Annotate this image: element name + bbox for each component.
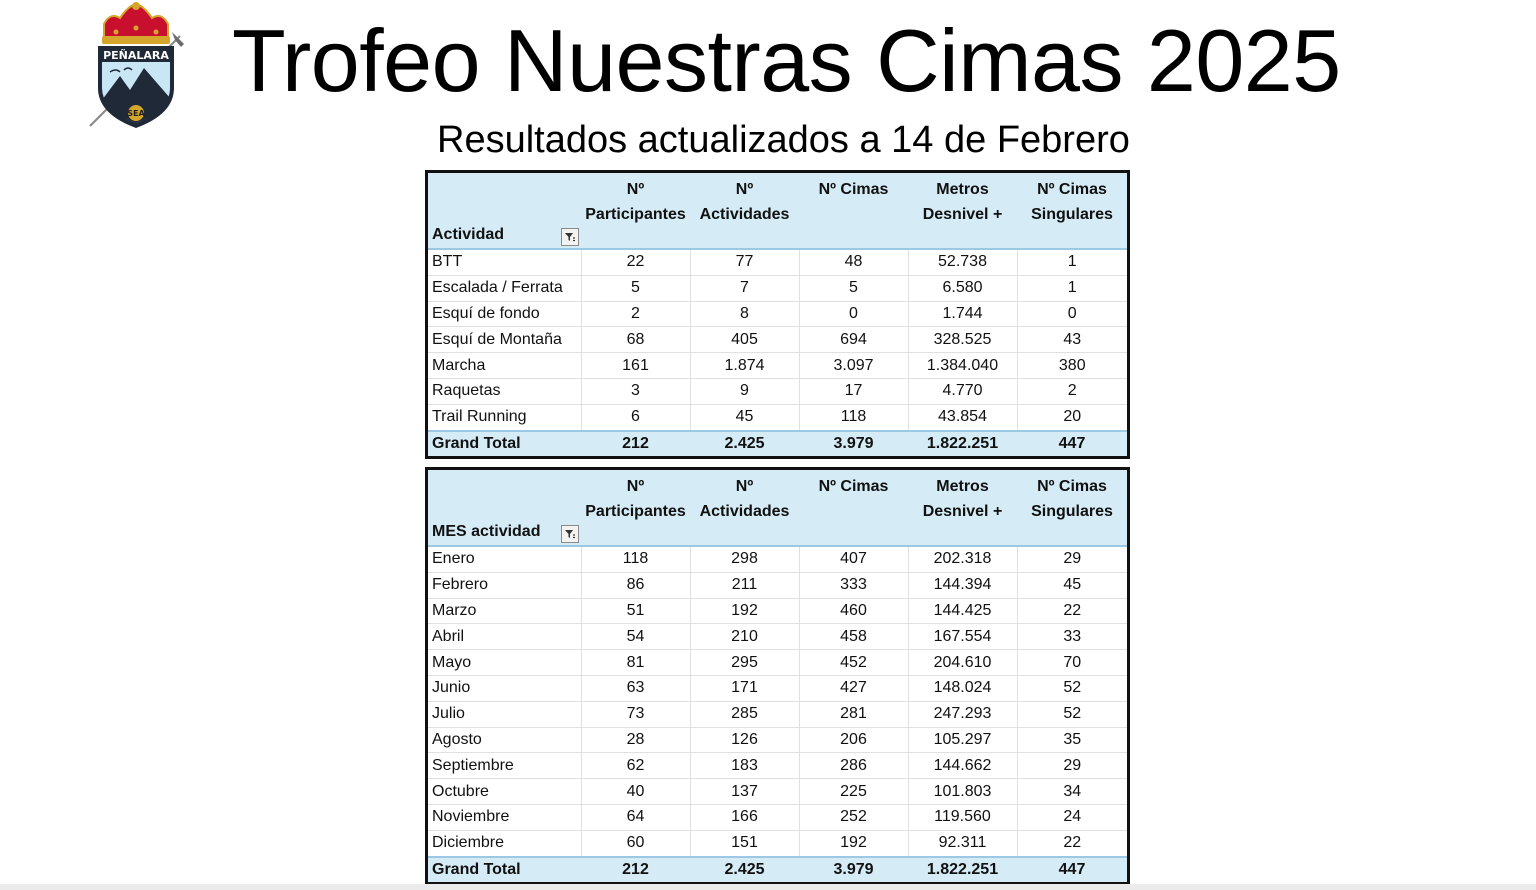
table-cell: 166 [690,804,799,830]
header-row [428,173,1127,249]
penalara-logo [86,2,186,130]
table-row [428,779,1127,805]
table-cell: 407 [799,546,908,572]
page-title: Trofeo Nuestras Cimas 2025 [232,11,1341,110]
table-cell: 192 [690,598,799,624]
table-cell: 285 [690,701,799,727]
row-label: Abril [428,624,581,650]
table-row [428,327,1127,353]
table-cell: 33 [1017,624,1127,650]
table-row [428,675,1127,701]
table-cell: 73 [581,701,690,727]
table-row [428,830,1127,856]
table-cell: 1.822.251 [908,857,1017,882]
table-cell: 29 [1017,753,1127,779]
table-cell: 192 [799,830,908,856]
table-cell: 35 [1017,727,1127,753]
table-cell: 64 [581,804,690,830]
table-row [428,804,1127,830]
row-label: Marcha [428,353,581,379]
table-cell: 211 [690,572,799,598]
grand-total-row [428,857,1127,882]
table-cell: 2.425 [690,857,799,882]
table-cell: 694 [799,327,908,353]
row-label: Junio [428,675,581,701]
table-cell: 60 [581,830,690,856]
table-cell: 28 [581,727,690,753]
table-cell: 460 [799,598,908,624]
table-cell: 171 [690,675,799,701]
table-row [428,701,1127,727]
table-cell: 119.560 [908,804,1017,830]
row-label: Septiembre [428,753,581,779]
row-label: Noviembre [428,804,581,830]
mes-table [428,470,1127,882]
logo-sub-text: SEA [127,109,145,118]
table-cell: 3.979 [799,857,908,882]
row-label-header-text: Actividad [432,226,505,243]
table-cell: 225 [799,779,908,805]
table-cell: 328.525 [908,327,1017,353]
table-cell: 0 [799,301,908,327]
column-header-actividades: Nº Actividades [690,470,799,546]
table-row [428,753,1127,779]
table-cell: 1.874 [690,353,799,379]
table-cell: 7 [690,275,799,301]
table-cell: 70 [1017,650,1127,676]
table-cell: 1.384.040 [908,353,1017,379]
table-cell: 247.293 [908,701,1017,727]
table-cell: 1 [1017,249,1127,275]
table-cell: 1.822.251 [908,431,1017,456]
table-cell: 148.024 [908,675,1017,701]
table-cell: 151 [690,830,799,856]
table-cell: 52 [1017,675,1127,701]
table-cell: 40 [581,779,690,805]
table-cell: 118 [799,404,908,430]
table-row [428,353,1127,379]
table-cell: 204.610 [908,650,1017,676]
table-cell: 22 [1017,598,1127,624]
table-cell: 77 [690,249,799,275]
row-label: Agosto [428,727,581,753]
grand-total-label: Grand Total [428,857,581,882]
table-cell: 81 [581,650,690,676]
row-label: Octubre [428,779,581,805]
row-label: Julio [428,701,581,727]
table-cell: 380 [1017,353,1127,379]
column-header-cimas: Nº Cimas [799,470,908,546]
table-cell: 4.770 [908,378,1017,404]
table-cell: 212 [581,431,690,456]
table-cell: 202.318 [908,546,1017,572]
table-cell: 105.297 [908,727,1017,753]
row-label-header [428,173,581,249]
page-subtitle: Resultados actualizados a 14 de Febrero [437,119,1130,161]
table-row [428,275,1127,301]
row-label-header [428,470,581,546]
column-header-singulares: Nº Cimas Singulares [1017,470,1127,546]
row-label: Mayo [428,650,581,676]
table-cell: 6.580 [908,275,1017,301]
row-label: BTT [428,249,581,275]
table-cell: 2 [581,301,690,327]
table-cell: 3.979 [799,431,908,456]
table-cell: 8 [690,301,799,327]
table-cell: 405 [690,327,799,353]
table-cell: 167.554 [908,624,1017,650]
table-cell: 144.394 [908,572,1017,598]
row-label: Marzo [428,598,581,624]
table-cell: 1.744 [908,301,1017,327]
actividad-table [428,173,1127,456]
table-cell: 452 [799,650,908,676]
table-cell: 43.854 [908,404,1017,430]
table-cell: 252 [799,804,908,830]
table-cell: 92.311 [908,830,1017,856]
column-header-actividades: Nº Actividades [690,173,799,249]
table-row [428,624,1127,650]
grand-total-label: Grand Total [428,431,581,456]
table-cell: 22 [581,249,690,275]
table-cell: 101.803 [908,779,1017,805]
table-cell: 447 [1017,857,1127,882]
bottom-divider [0,884,1536,890]
table-cell: 24 [1017,804,1127,830]
row-label: Trail Running [428,404,581,430]
table-cell: 458 [799,624,908,650]
table-cell: 3 [581,378,690,404]
row-label: Esquí de fondo [428,301,581,327]
table-cell: 286 [799,753,908,779]
table-cell: 17 [799,378,908,404]
table-cell: 54 [581,624,690,650]
table-cell: 427 [799,675,908,701]
row-label: Escalada / Ferrata [428,275,581,301]
pivot-table-mes [425,467,1130,885]
filter-funnel-icon[interactable] [561,228,579,246]
table-cell: 20 [1017,404,1127,430]
column-header-desnivel: Metros Desnivel + [908,173,1017,249]
filter-funnel-icon[interactable] [561,525,579,543]
table-cell: 281 [799,701,908,727]
actividad-table-body [428,249,1127,431]
table-cell: 0 [1017,301,1127,327]
table-cell: 161 [581,353,690,379]
table-cell: 45 [690,404,799,430]
table-cell: 2.425 [690,431,799,456]
table-cell: 5 [581,275,690,301]
table-cell: 34 [1017,779,1127,805]
table-row [428,598,1127,624]
row-label-header-text: MES actividad [432,523,541,540]
row-label: Diciembre [428,830,581,856]
table-row [428,301,1127,327]
table-row [428,546,1127,572]
table-cell: 2 [1017,378,1127,404]
header-row [428,470,1127,546]
table-cell: 1 [1017,275,1127,301]
table-cell: 137 [690,779,799,805]
table-cell: 144.662 [908,753,1017,779]
table-cell: 48 [799,249,908,275]
table-cell: 68 [581,327,690,353]
column-header-desnivel: Metros Desnivel + [908,470,1017,546]
column-header-participantes: Nº Participantes [581,173,690,249]
table-cell: 295 [690,650,799,676]
table-cell: 206 [799,727,908,753]
table-cell: 5 [799,275,908,301]
table-row [428,404,1127,430]
grand-total-row [428,431,1127,456]
table-cell: 447 [1017,431,1127,456]
row-label: Raquetas [428,378,581,404]
table-cell: 51 [581,598,690,624]
table-cell: 52 [1017,701,1127,727]
row-label: Enero [428,546,581,572]
logo-text: PEÑALARA [103,49,169,62]
table-cell: 62 [581,753,690,779]
table-cell: 6 [581,404,690,430]
table-cell: 45 [1017,572,1127,598]
table-cell: 3.097 [799,353,908,379]
table-cell: 212 [581,857,690,882]
table-cell: 63 [581,675,690,701]
row-label: Febrero [428,572,581,598]
table-row [428,249,1127,275]
table-cell: 52.738 [908,249,1017,275]
column-header-participantes: Nº Participantes [581,470,690,546]
column-header-singulares: Nº Cimas Singulares [1017,173,1127,249]
table-row [428,650,1127,676]
table-row [428,727,1127,753]
table-cell: 9 [690,378,799,404]
table-cell: 298 [690,546,799,572]
table-cell: 22 [1017,830,1127,856]
pivot-table-actividad [425,170,1130,459]
table-cell: 144.425 [908,598,1017,624]
table-cell: 333 [799,572,908,598]
table-cell: 118 [581,546,690,572]
table-cell: 210 [690,624,799,650]
table-cell: 183 [690,753,799,779]
row-label: Esquí de Montaña [428,327,581,353]
table-cell: 86 [581,572,690,598]
column-header-cimas: Nº Cimas [799,173,908,249]
table-row [428,378,1127,404]
table-cell: 43 [1017,327,1127,353]
table-cell: 29 [1017,546,1127,572]
table-cell: 126 [690,727,799,753]
table-row [428,572,1127,598]
mes-table-body [428,546,1127,857]
